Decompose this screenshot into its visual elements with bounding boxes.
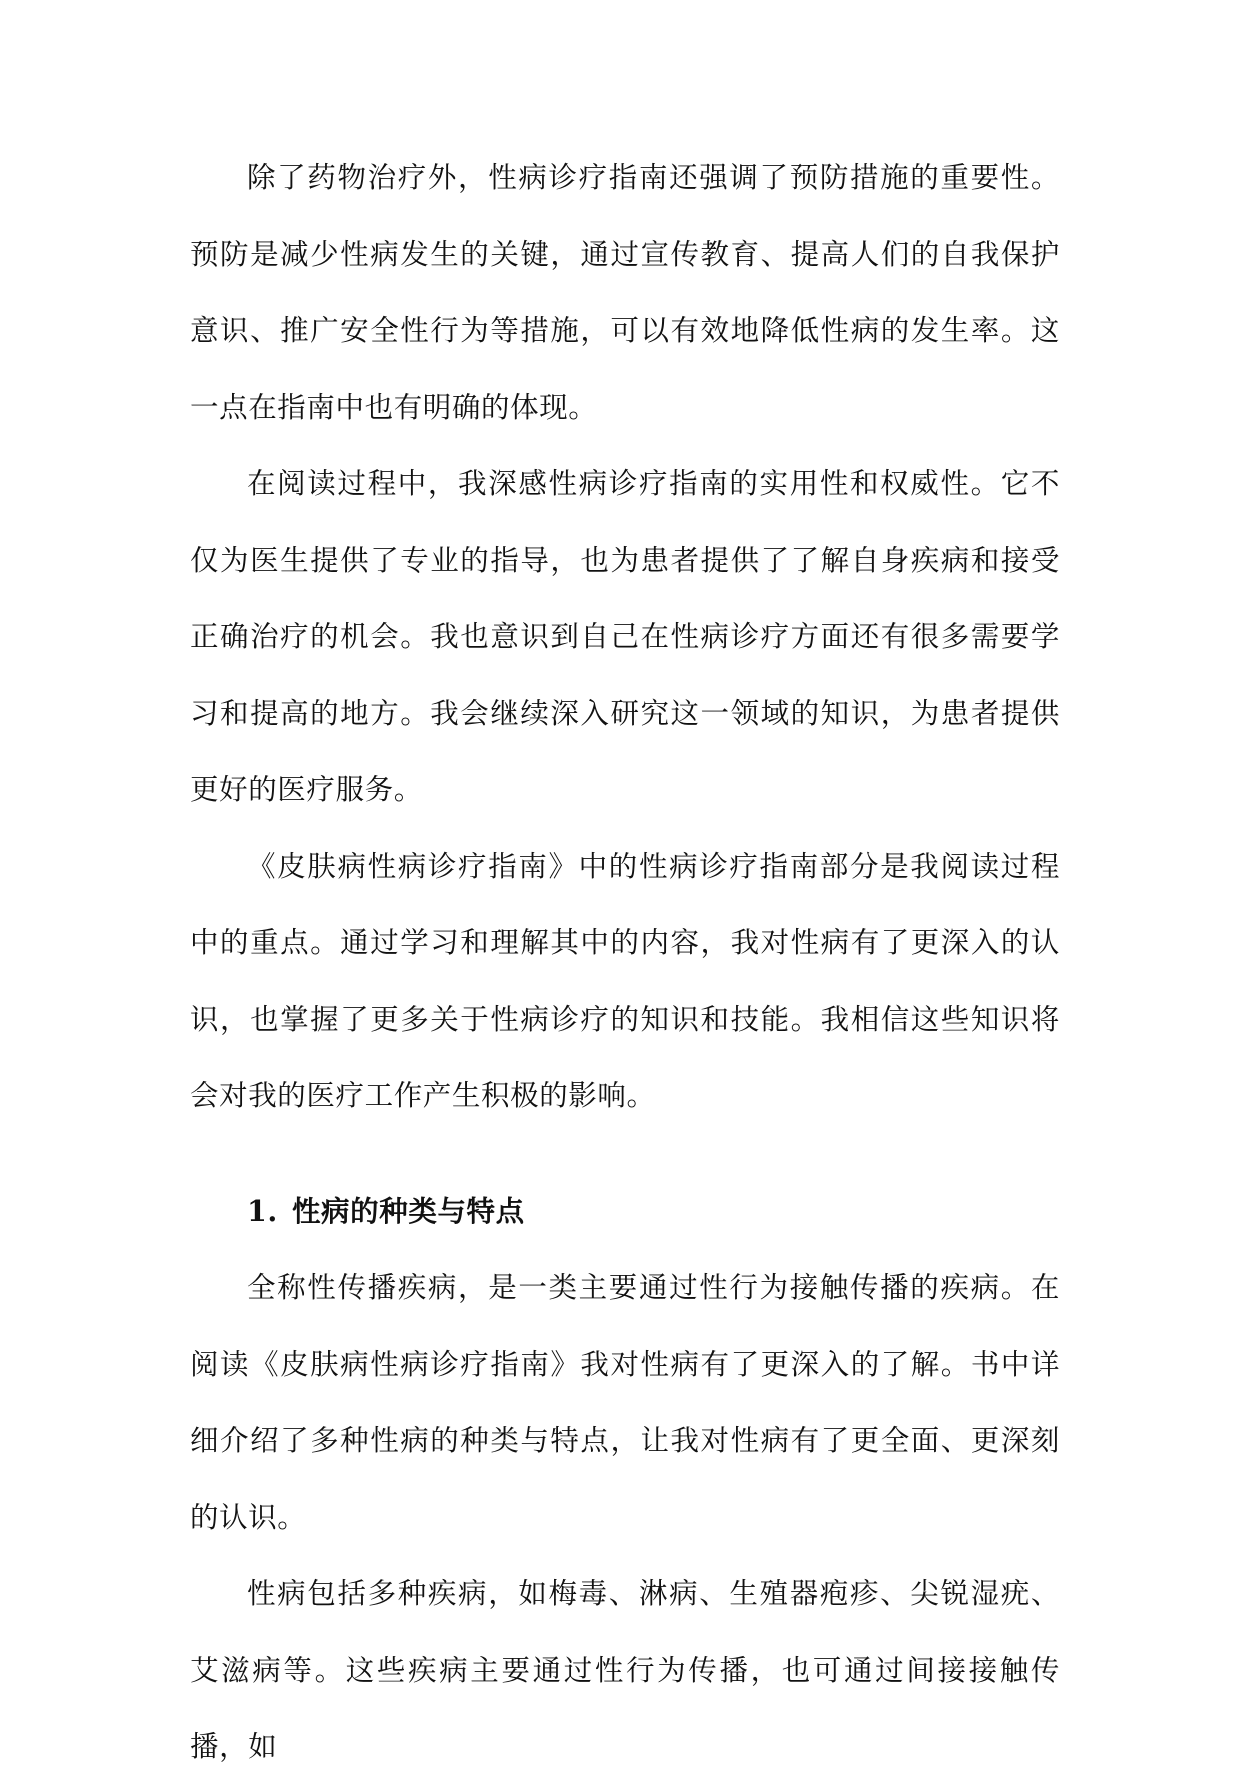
paragraph-std-definition: 全称性传播疾病，是一类主要通过性行为接触传播的疾病。在阅读《皮肤病性病诊疗指南》我对性病有了更深入的了解。书中详细介绍了多种性病的种类与特点，让我对性病有了更全面、更深刻的认识。 [190, 1271, 1060, 1534]
section-heading [190, 1173, 1060, 1251]
section-number: 1. [247, 1193, 278, 1228]
paragraph-std-types: 性病包括多种疾病，如梅毒、淋病、生殖器疱疹、尖锐湿疣、艾滋病等。这些疾病主要通过性行为传播，也可通过间接接触传播，如 [190, 1577, 1060, 1763]
section-title: 性病的种类与特点 [291, 1194, 525, 1228]
document-body [190, 140, 1060, 1786]
paragraph-reading-reflection: 在阅读过程中，我深感性病诊疗指南的实用性和权威性。它不仅为医生提供了专业的指导，也为患者提供了了解自身疾病和接受正确治疗的机会。我也意识到自己在性病诊疗方面还有很多需要学习和提高的地方。我会继续深入研究这一领域的知识，为患者提供更好的医疗服务。 [190, 467, 1060, 806]
paragraph-guide-focus: 《皮肤病性病诊疗指南》中的性病诊疗指南部分是我阅读过程中的重点。通过学习和理解其中的内容，我对性病有了更深入的认识，也掌握了更多关于性病诊疗的知识和技能。我相信这些知识将会对我的医疗工作产生积极的影响。 [190, 849, 1060, 1112]
paragraph-prevention: 除了药物治疗外，性病诊疗指南还强调了预防措施的重要性。预防是减少性病发生的关键，通过宣传教育、提高人们的自我保护意识、推广安全性行为等措施，可以有效地降低性病的发生率。这一点在指南中也有明确的体现。 [190, 161, 1060, 424]
